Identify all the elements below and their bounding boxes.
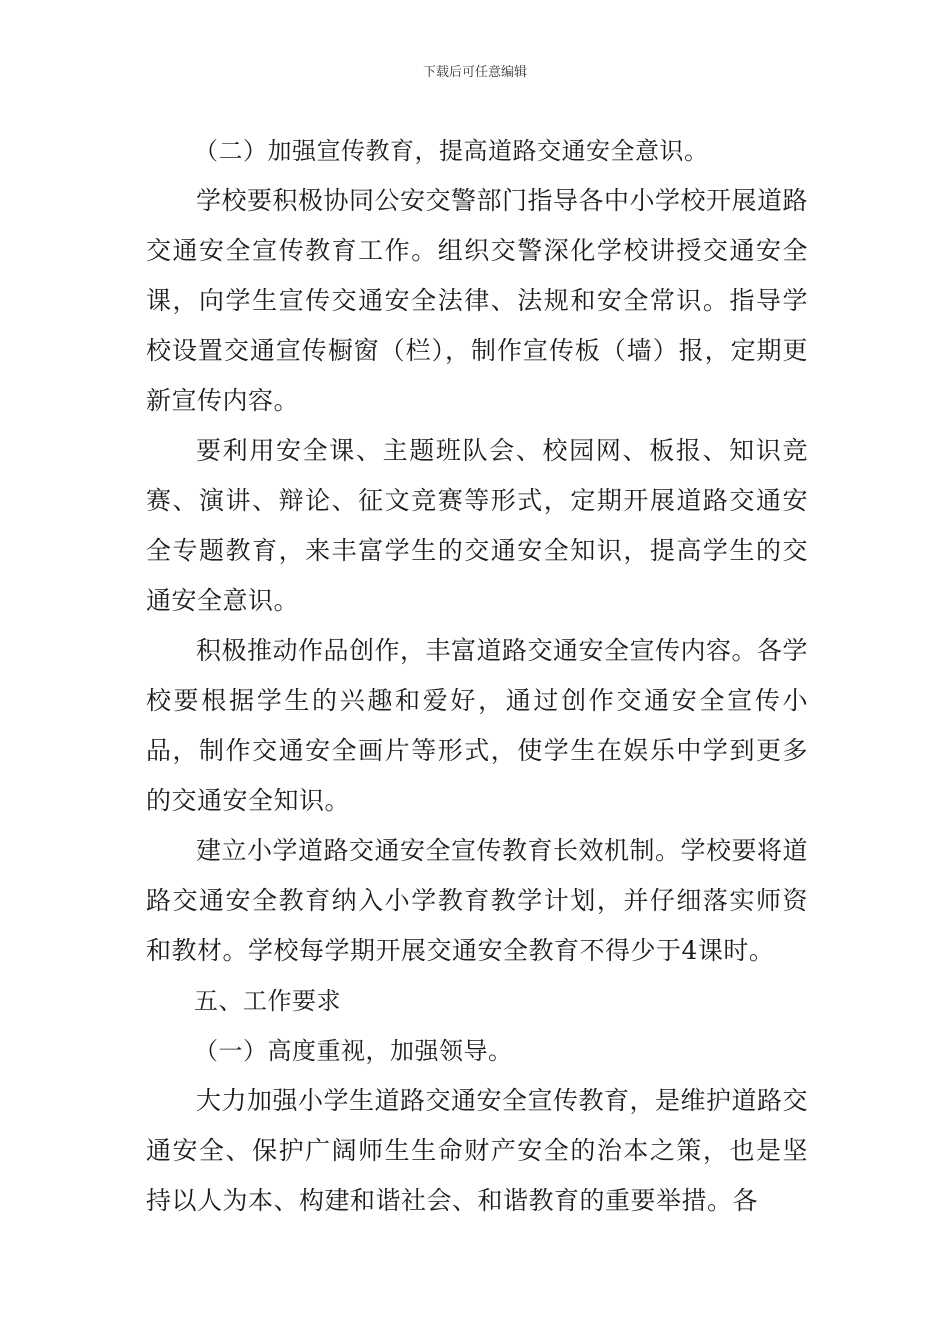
section-heading-work-requirements: 五、工作要求 [194,987,341,1015]
section-heading-publicity: （二）加强宣传教育，提高道路交通安全意识。 [194,137,709,165]
page-header: 下载后可任意编辑 [422,65,527,80]
document-body [146,126,808,1226]
paragraph-long-term-mechanism: 建立小学道路交通安全宣传教育长效机制。学校要将道路交通安全教育纳入小学教育教学计划，并仔细落实师资和教材。学校每学期开展交通安全教育不得少于4课时。 [146,836,809,965]
paragraph-works-creation: 积极推动作品创作，丰富道路交通安全宣传内容。各学校要根据学生的兴趣和爱好，通过创作交通安全宣传小品，制作交通安全画片等形式，使学生在娱乐中学到更多的交通安全知识。 [146,636,809,815]
subsection-heading-leadership: （一）高度重视，加强领导。 [194,1037,513,1065]
paragraph-importance: 大力加强小学生道路交通安全宣传教育，是维护道路交通安全、保护广阔师生生命财产安全的治本之策，也是坚持以人为本、构建和谐社会、和谐教育的重要举措。各 [146,1086,809,1215]
paragraph-publicity-forms: 要利用安全课、主题班队会、校园网、板报、知识竞赛、演讲、辩论、征文竞赛等形式，定期开展道路交通安全专题教育，来丰富学生的交通安全知识，提高学生的交通安全意识。 [146,436,808,615]
paragraph-police-cooperation: 学校要积极协同公安交警部门指导各中小学校开展道路交通安全宣传教育工作。组织交警深化学校讲授交通安全课，向学生宣传交通安全法律、法规和安全常识。指导学校设置交通宣传橱窗（栏），制作宣传板（墙）报，定期更新宣传内容。 [146,186,809,415]
